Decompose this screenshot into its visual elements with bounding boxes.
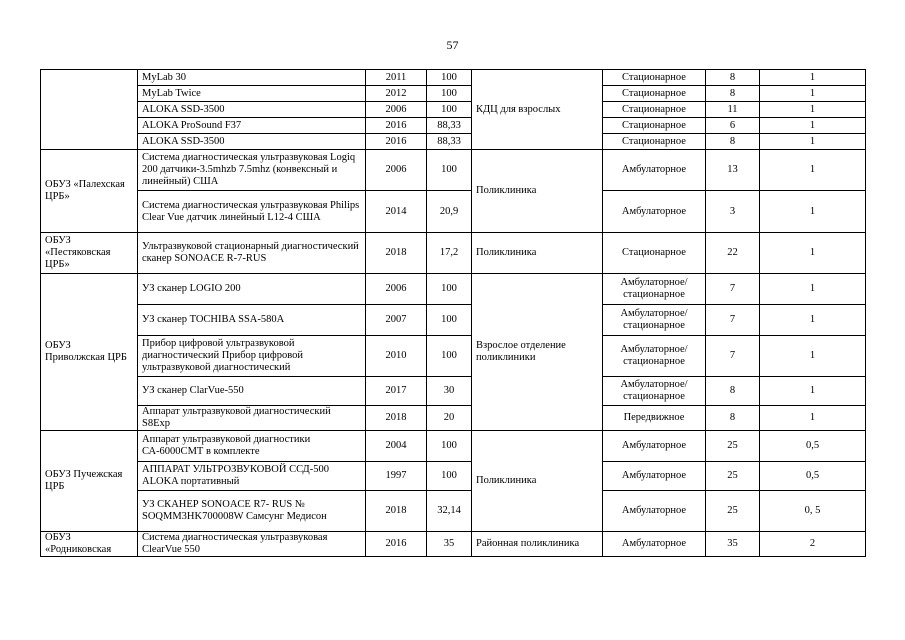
department-cell: Поликлиника	[472, 431, 603, 532]
device-cell: MyLab 30	[138, 70, 366, 86]
table-row	[41, 532, 866, 557]
wear-cell: 35	[427, 532, 472, 557]
table-row	[41, 274, 866, 305]
rate-cell: 1	[760, 134, 866, 150]
table-row	[41, 102, 866, 118]
wear-cell: 100	[427, 305, 472, 336]
device-cell: УЗ сканер ClarVue-550	[138, 377, 366, 406]
mode-cell: Амбулаторное/ стационарное	[603, 336, 706, 377]
mode-cell: Амбулаторное	[603, 191, 706, 233]
load-cell: 25	[706, 431, 760, 462]
organization-cell: ОБУЗ «Палехская ЦРБ»	[41, 150, 138, 233]
wear-cell: 20,9	[427, 191, 472, 233]
wear-cell: 88,33	[427, 118, 472, 134]
rate-cell: 0,5	[760, 462, 866, 491]
department-cell: Поликлиника	[472, 150, 603, 233]
table-row	[41, 431, 866, 462]
year-cell: 2011	[366, 70, 427, 86]
wear-cell: 30	[427, 377, 472, 406]
rate-cell: 1	[760, 86, 866, 102]
year-cell: 2006	[366, 102, 427, 118]
organization-cell: ОБУЗ «Пестяковская ЦРБ»	[41, 233, 138, 274]
table-row	[41, 70, 866, 86]
rate-cell: 1	[760, 377, 866, 406]
device-cell: Ультразвуковой стационарный диагностический сканер SONOACE R-7-RUS	[138, 233, 366, 274]
mode-cell: Амбулаторное/ стационарное	[603, 377, 706, 406]
wear-cell: 100	[427, 274, 472, 305]
year-cell: 2017	[366, 377, 427, 406]
year-cell: 2018	[366, 491, 427, 532]
mode-cell: Амбулаторное/ стационарное	[603, 305, 706, 336]
mode-cell: Амбулаторное	[603, 150, 706, 191]
year-cell: 2016	[366, 134, 427, 150]
year-cell: 2006	[366, 150, 427, 191]
table-row	[41, 491, 866, 532]
device-cell: MyLab Twice	[138, 86, 366, 102]
year-cell: 1997	[366, 462, 427, 491]
mode-cell: Стационарное	[603, 233, 706, 274]
organization-cell: ОБУЗ «Родниковская	[41, 532, 138, 557]
rate-cell: 1	[760, 150, 866, 191]
rate-cell: 1	[760, 305, 866, 336]
load-cell: 8	[706, 70, 760, 86]
load-cell: 13	[706, 150, 760, 191]
rate-cell: 1	[760, 118, 866, 134]
table-row	[41, 86, 866, 102]
rate-cell: 1	[760, 191, 866, 233]
wear-cell: 20	[427, 406, 472, 431]
organization-cell	[41, 70, 138, 150]
load-cell: 35	[706, 532, 760, 557]
table-row	[41, 406, 866, 431]
rate-cell: 0,5	[760, 431, 866, 462]
table-row	[41, 462, 866, 491]
department-cell: Районная поликлиника	[472, 532, 603, 557]
equipment-table-body	[41, 70, 866, 557]
mode-cell: Стационарное	[603, 102, 706, 118]
rate-cell: 2	[760, 532, 866, 557]
device-cell: УЗ сканер TOCHIBA SSA-580A	[138, 305, 366, 336]
table-row	[41, 377, 866, 406]
rate-cell: 1	[760, 274, 866, 305]
organization-cell: ОБУЗ Пучежская ЦРБ	[41, 431, 138, 532]
rate-cell: 1	[760, 336, 866, 377]
year-cell: 2016	[366, 532, 427, 557]
year-cell: 2018	[366, 233, 427, 274]
rate-cell: 1	[760, 70, 866, 86]
wear-cell: 17,2	[427, 233, 472, 274]
load-cell: 8	[706, 86, 760, 102]
device-cell: ALOKA SSD-3500	[138, 134, 366, 150]
wear-cell: 88,33	[427, 134, 472, 150]
mode-cell: Стационарное	[603, 70, 706, 86]
wear-cell: 100	[427, 86, 472, 102]
load-cell: 25	[706, 491, 760, 532]
rate-cell: 1	[760, 102, 866, 118]
mode-cell: Амбулаторное	[603, 431, 706, 462]
device-cell: Система диагностическая ультразвуковая ClearVue 550	[138, 532, 366, 557]
table-row	[41, 233, 866, 274]
rate-cell: 0, 5	[760, 491, 866, 532]
load-cell: 8	[706, 406, 760, 431]
department-cell: Взрослое отделение поликлиники	[472, 274, 603, 431]
load-cell: 7	[706, 305, 760, 336]
wear-cell: 100	[427, 102, 472, 118]
device-cell: УЗ сканер LOGIO 200	[138, 274, 366, 305]
mode-cell: Передвижное	[603, 406, 706, 431]
device-cell: УЗ СКАНЕР SONOACE R7- RUS № SOQMM3HK700008W Самсунг Медисон	[138, 491, 366, 532]
load-cell: 8	[706, 377, 760, 406]
table-row	[41, 305, 866, 336]
wear-cell: 100	[427, 336, 472, 377]
year-cell: 2004	[366, 431, 427, 462]
table-row	[41, 118, 866, 134]
mode-cell: Стационарное	[603, 86, 706, 102]
mode-cell: Стационарное	[603, 134, 706, 150]
table-row	[41, 134, 866, 150]
device-cell: Аппарат ультразвуковой диагностический S8Exp	[138, 406, 366, 431]
wear-cell: 100	[427, 431, 472, 462]
mode-cell: Амбулаторное	[603, 462, 706, 491]
load-cell: 6	[706, 118, 760, 134]
wear-cell: 100	[427, 150, 472, 191]
year-cell: 2016	[366, 118, 427, 134]
table-row	[41, 336, 866, 377]
device-cell: АППАРАТ УЛЬТРОЗВУКОВОЙ ССД-500 ALOKA портативный	[138, 462, 366, 491]
page-number: 57	[446, 38, 459, 52]
year-cell: 2006	[366, 274, 427, 305]
mode-cell: Амбулаторное	[603, 532, 706, 557]
year-cell: 2012	[366, 86, 427, 102]
year-cell: 2018	[366, 406, 427, 431]
device-cell: ALOKA ProSound F37	[138, 118, 366, 134]
mode-cell: Стационарное	[603, 118, 706, 134]
year-cell: 2014	[366, 191, 427, 233]
equipment-table	[40, 69, 866, 557]
table-row	[41, 191, 866, 233]
wear-cell: 32,14	[427, 491, 472, 532]
device-cell: Аппарат ультразвуковой диагностики СА-6000СМТ в комплекте	[138, 431, 366, 462]
load-cell: 3	[706, 191, 760, 233]
load-cell: 11	[706, 102, 760, 118]
mode-cell: Амбулаторное/ стационарное	[603, 274, 706, 305]
rate-cell: 1	[760, 233, 866, 274]
organization-cell: ОБУЗ Приволжская ЦРБ	[41, 274, 138, 431]
year-cell: 2010	[366, 336, 427, 377]
department-cell: Поликлиника	[472, 233, 603, 274]
table-row	[41, 150, 866, 191]
wear-cell: 100	[427, 70, 472, 86]
device-cell: Система диагностическая ультразвуковая Philips Clear Vue датчик линейный L12-4 США	[138, 191, 366, 233]
department-cell: КДЦ для взрослых	[472, 70, 603, 150]
load-cell: 7	[706, 336, 760, 377]
load-cell: 7	[706, 274, 760, 305]
device-cell: Прибор цифровой ультразвуковой диагностический Прибор цифровой ультразвуковой диагностический	[138, 336, 366, 377]
load-cell: 22	[706, 233, 760, 274]
load-cell: 25	[706, 462, 760, 491]
mode-cell: Амбулаторное	[603, 491, 706, 532]
device-cell: Система диагностическая ультразвуковая Logiq 200 датчики-3.5mhzb 7.5mhz (конвексный и линейный) США	[138, 150, 366, 191]
load-cell: 8	[706, 134, 760, 150]
wear-cell: 100	[427, 462, 472, 491]
device-cell: ALOKA SSD-3500	[138, 102, 366, 118]
rate-cell: 1	[760, 406, 866, 431]
year-cell: 2007	[366, 305, 427, 336]
